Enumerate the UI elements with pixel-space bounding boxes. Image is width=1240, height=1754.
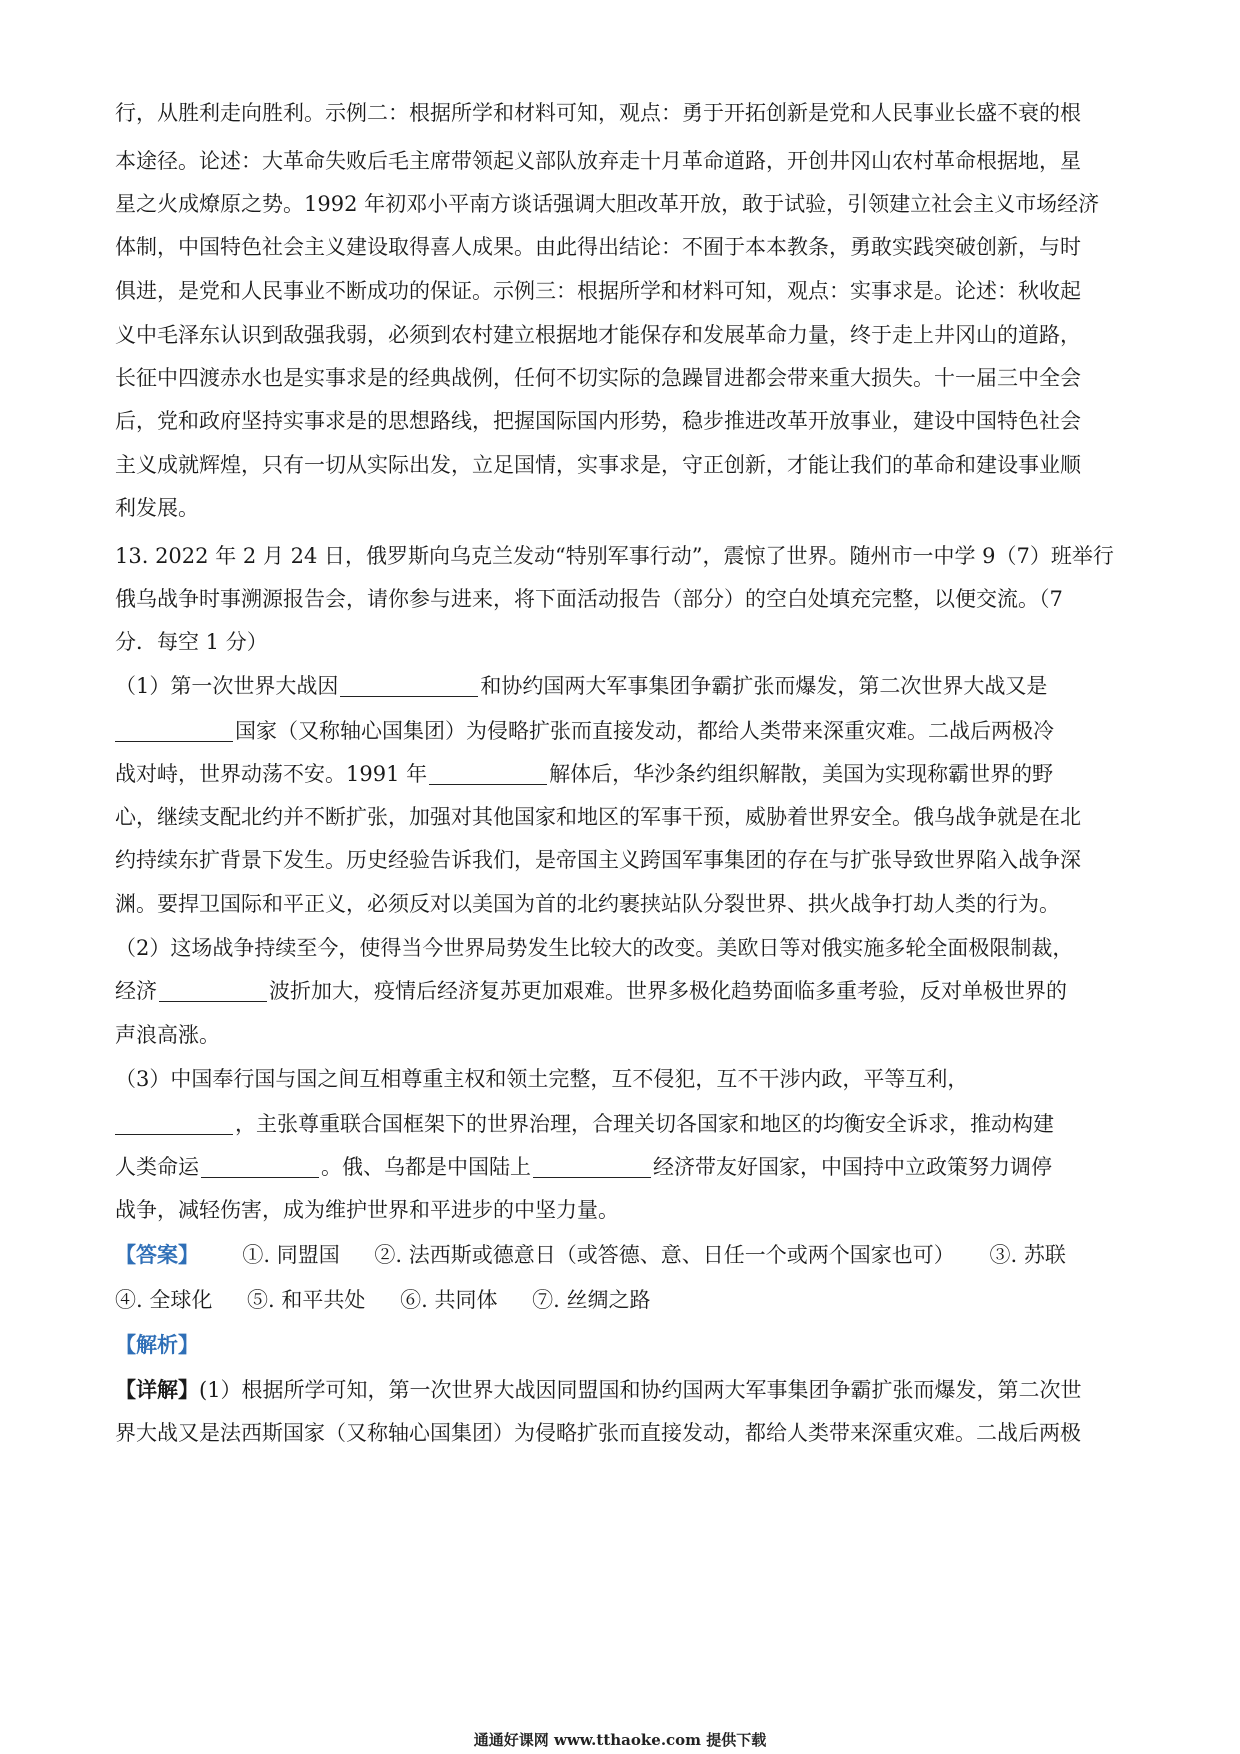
part-3-line: ，主张尊重联合国框架下的世界治理，合理关切各国家和地区的均衡安全诉求，推动构建: [115, 1109, 1125, 1139]
answer-blank-1[interactable]: [340, 674, 478, 697]
answer-item: ③. 苏联: [989, 1243, 1066, 1267]
part-1-line: 战对峙，世界动荡不安。1991 年 解体后，华沙条约组织解散，美国为实现称霸世界的野: [115, 762, 1054, 786]
part-3-line: 人类命运 。俄、乌都是中国陆上 经济带友好国家，中国持中立政策努力调停: [115, 1155, 1052, 1179]
text-line: 本途径。论述：大革命失败后毛主席带领起义部队放弃走十月革命道路，开创井冈山农村革命根据地，星: [115, 149, 1081, 173]
text-line: 星之火成燎原之势。1992 年初邓小平南方谈话强调大胆改革开放，敢于试验，引领建立社会主义市场经济: [115, 192, 1100, 216]
text-line: 俱进，是党和人民事业不断成功的保证。示例三：根据所学和材料可知，观点：实事求是。论述：秋收起: [115, 279, 1081, 303]
text-line: 后，党和政府坚持实事求是的思想路线，把握国际国内形势，稳步推进改革开放事业，建设中国特色社会: [115, 409, 1081, 433]
question-13-stem: 13. 2022 年 2 月 24 日，俄罗斯向乌克兰发动“特别军事行动”，震惊了世界。随州市一中学 9（7）班举行: [115, 544, 1114, 568]
part-1-line: 渊。要捍卫国际和平正义，必须反对以美国为首的北约裹挟站队分裂世界、拱火战争打劫人类的行为。: [115, 892, 1060, 916]
analysis-line: [115, 1330, 1125, 1360]
answer-line: [115, 1240, 1125, 1270]
answer-label: 【答案】: [115, 1242, 199, 1267]
answer-blank-2[interactable]: [115, 719, 233, 742]
answer-line: [115, 1285, 1125, 1315]
page-footer: 通通好课网 www.tthaoke.com 提供下载: [473, 1731, 767, 1749]
question-13-stem: 分．每空 1 分）: [115, 630, 268, 654]
answer-item: ⑥. 共同体: [400, 1288, 498, 1312]
text-line: 长征中四渡赤水也是实事求是的经典战例，任何不切实际的急躁冒进都会带来重大损失。十一届三中全会: [115, 366, 1081, 390]
detail-line: 【详解】(1）根据所学可知，第一次世界大战因同盟国和协约国两大军事集团争霸扩张而爆发，第二次世: [115, 1377, 1082, 1402]
part-2-line: 声浪高涨。: [115, 1023, 220, 1047]
detail-line: 界大战又是法西斯国家（又称轴心国集团）为侵略扩张而直接发动，都给人类带来深重灾难。二战后两极: [115, 1421, 1081, 1445]
answer-item: ⑦. 丝绸之路: [532, 1288, 651, 1312]
part-2-line: 经济 波折加大，疫情后经济复苏更加艰难。世界多极化趋势面临多重考验，反对单极世界的: [115, 979, 1067, 1003]
part-2-line: （2）这场战争持续至今，使得当今世界局势发生比较大的改变。美欧日等对俄实施多轮全面极限制裁，: [115, 936, 1074, 960]
text-line: 利发展。: [115, 496, 199, 520]
text-line: 主义成就辉煌，只有一切从实际出发，立足国情，实事求是，守正创新，才能让我们的革命和建设事业顺: [115, 453, 1081, 477]
part-1-line: 国家（又称轴心国集团）为侵略扩张而直接发动，都给人类带来深重灾难。二战后两极冷: [115, 716, 1125, 746]
part-3-line: （3）中国奉行国与国之间互相尊重主权和领土完整，互不侵犯，互不干涉内政，平等互利，: [115, 1067, 969, 1091]
answer-blank-5[interactable]: [115, 1112, 233, 1135]
answer-item: ⑤. 和平共处: [247, 1288, 366, 1312]
detail-label: 【详解】: [115, 1377, 199, 1402]
answer-blank-4[interactable]: [159, 979, 267, 1002]
answer-blank-3[interactable]: [429, 762, 547, 785]
text-line: 体制，中国特色社会主义建设取得喜人成果。由此得出结论：不囿于本本教条，勇敢实践突破创新，与时: [115, 235, 1081, 259]
question-13-stem: 俄乌战争时事溯源报告会，请你参与进来，将下面活动报告（部分）的空白处填充完整，以便交流。（7: [115, 587, 1063, 611]
answer-blank-6[interactable]: [201, 1155, 319, 1178]
part-1-line: 约持续东扩背景下发生。历史经验告诉我们，是帝国主义跨国军事集团的存在与扩张导致世界陷入战争深: [115, 848, 1081, 872]
part-1-line: （1）第一次世界大战因 和协约国两大军事集团争霸扩张而爆发，第二次世界大战又是: [115, 674, 1048, 698]
analysis-label: 【解析】: [115, 1332, 199, 1357]
answer-blank-7[interactable]: [533, 1155, 651, 1178]
part-1-line: 心，继续支配北约并不断扩张，加强对其他国家和地区的军事干预，威胁着世界安全。俄乌战争就是在北: [115, 805, 1081, 829]
text-line: 行，从胜利走向胜利。示例二：根据所学和材料可知，观点：勇于开拓创新是党和人民事业长盛不衰的根: [115, 101, 1081, 125]
part-3-line: 战争，减轻伤害，成为维护世界和平进步的中坚力量。: [115, 1198, 619, 1222]
answer-item: ②. 法西斯或德意日（或答德、意、日任一个或两个国家也可）: [374, 1243, 955, 1267]
text-line: 义中毛泽东认识到敌强我弱，必须到农村建立根据地才能保存和发展革命力量，终于走上井冈山的道路，: [115, 323, 1081, 347]
answer-item: ①. 同盟国: [242, 1243, 340, 1267]
answer-item: ④. 全球化: [115, 1288, 213, 1312]
